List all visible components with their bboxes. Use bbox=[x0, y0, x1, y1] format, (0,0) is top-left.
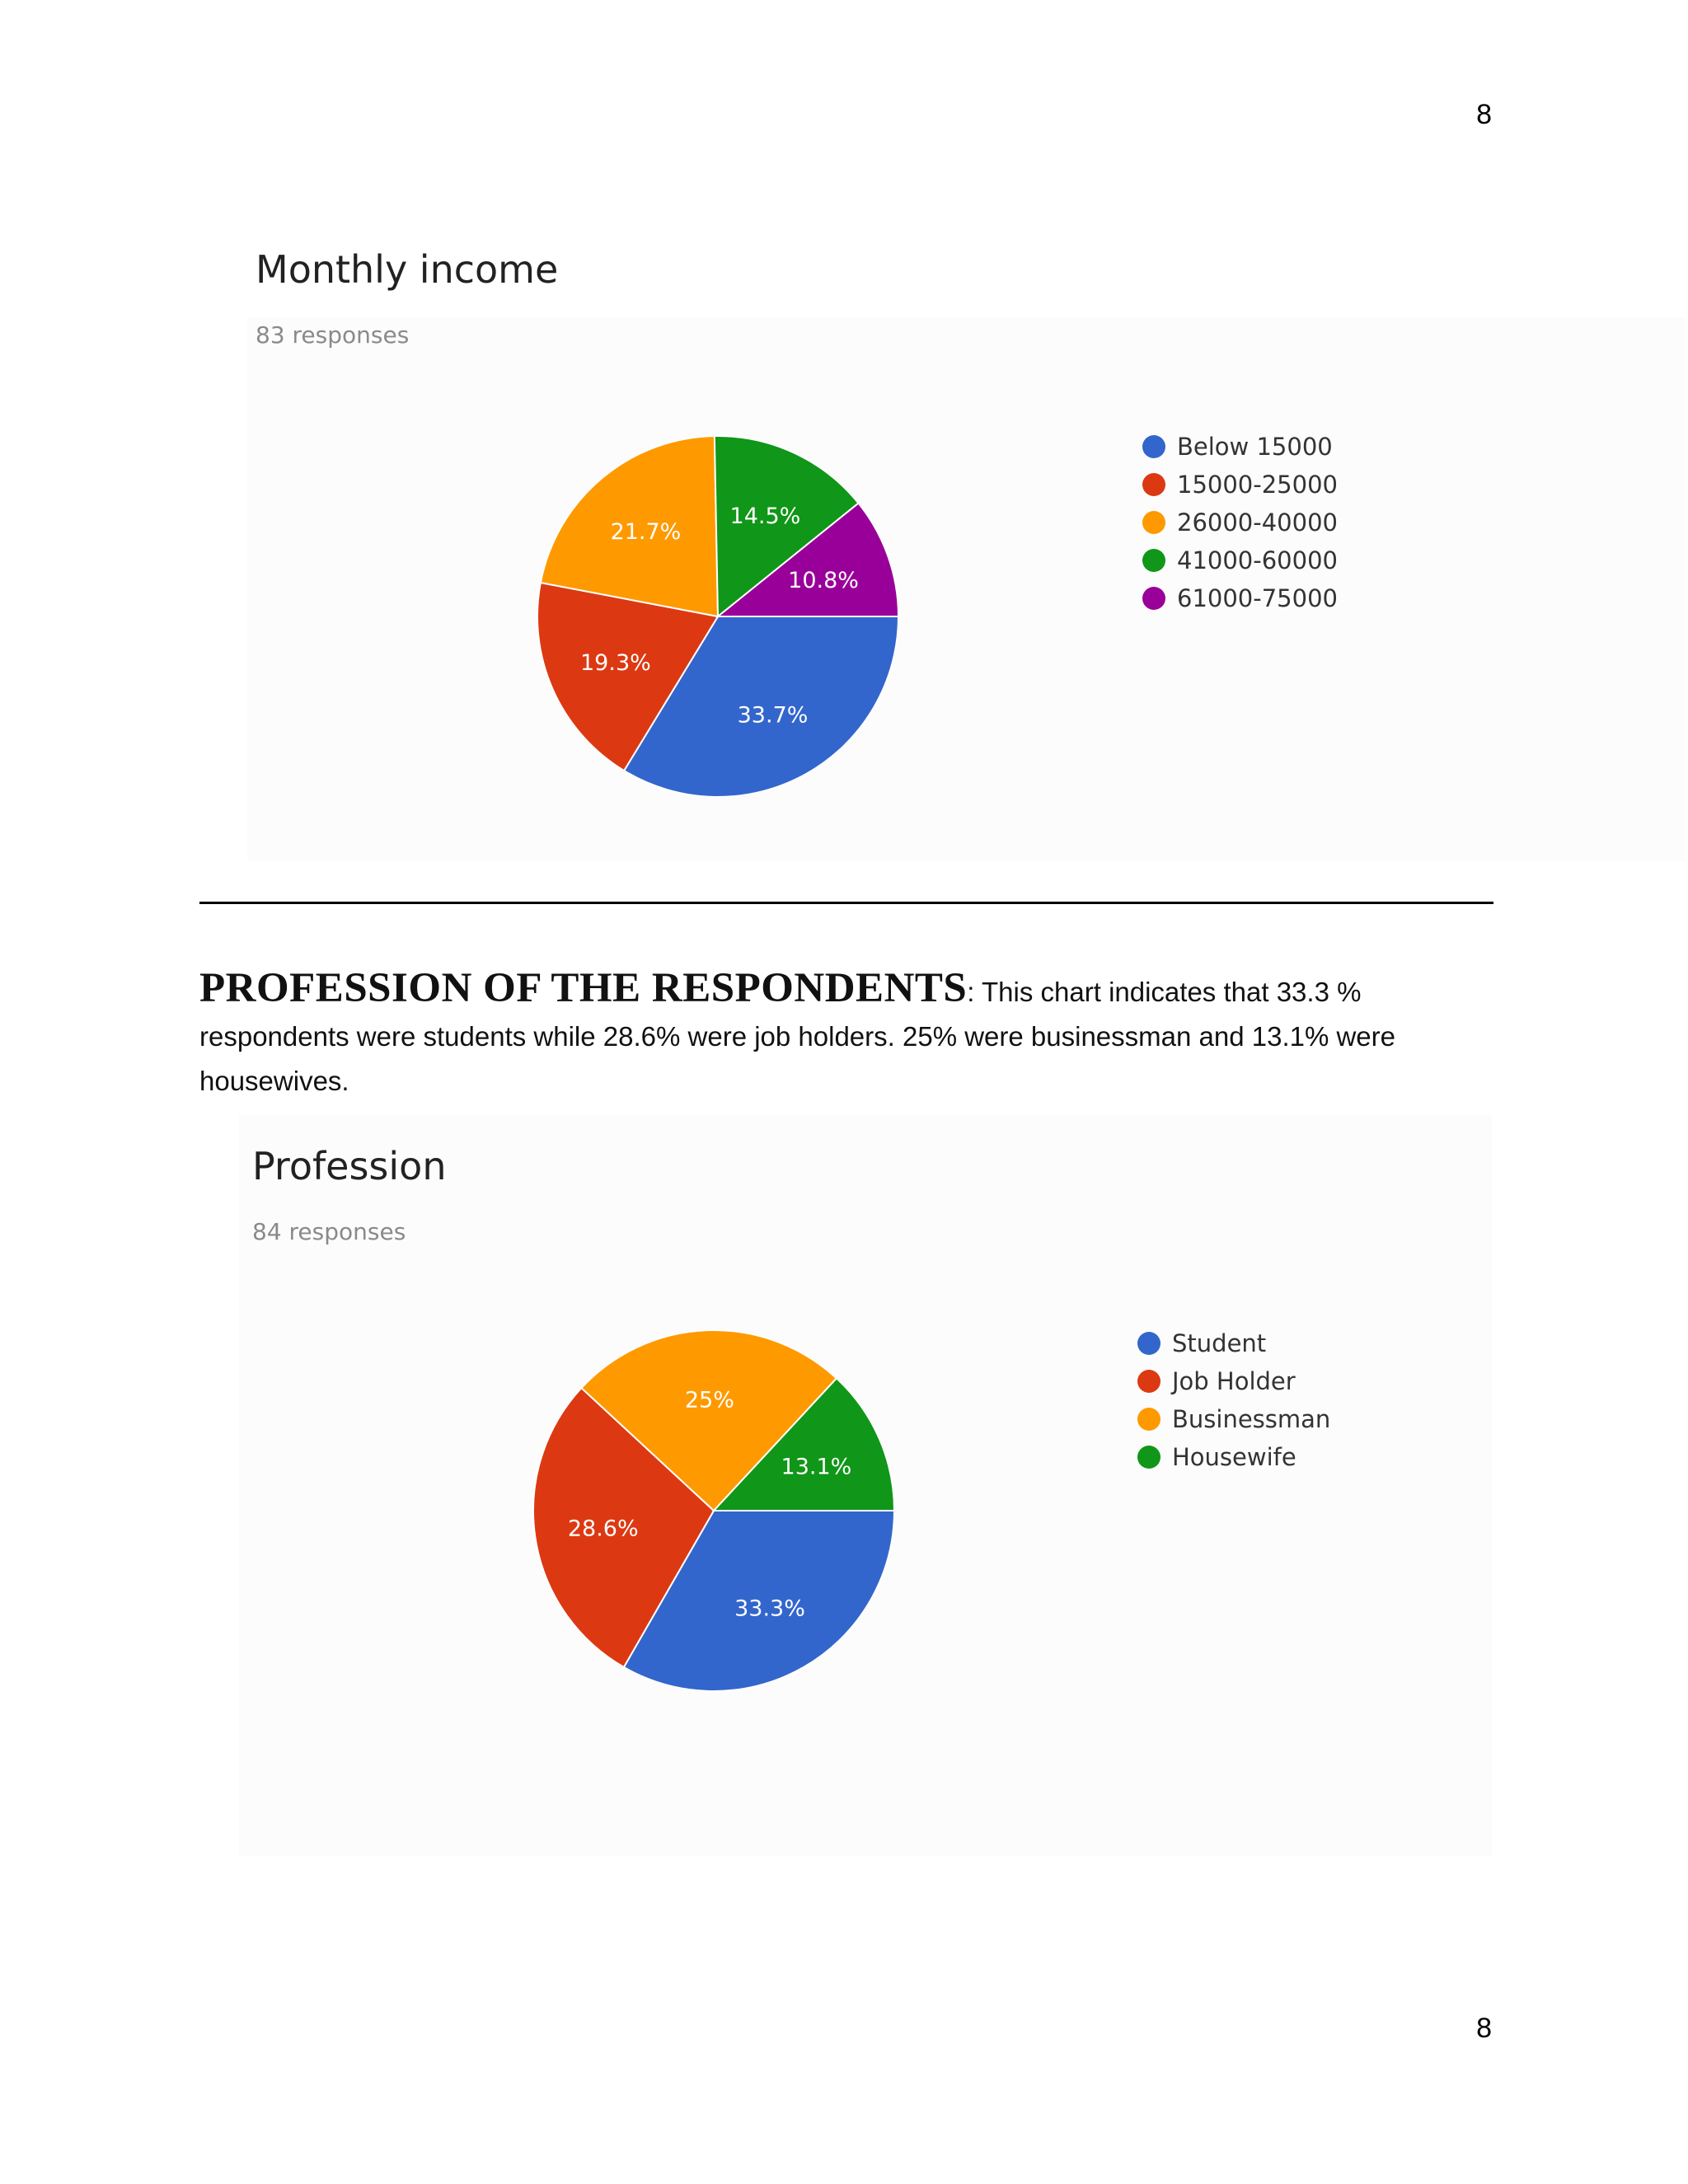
legend-item-student bbox=[1137, 1324, 1330, 1362]
legend-label: 61000-75000 bbox=[1177, 584, 1338, 612]
slice-label-15000-25000: 19.3% bbox=[580, 650, 651, 677]
slice-label-26000-40000: 21.7% bbox=[610, 519, 682, 546]
legend-item-job-holder bbox=[1137, 1362, 1330, 1400]
legend-label: 15000-25000 bbox=[1177, 471, 1338, 499]
profession-chart-title: Profession bbox=[252, 1144, 447, 1188]
legend-item-businessman bbox=[1137, 1400, 1330, 1438]
legend-color-swatch bbox=[1137, 1408, 1160, 1431]
page-number-bottom: 8 bbox=[1476, 2013, 1492, 2044]
monthly-income-response-count: 83 responses bbox=[256, 321, 410, 349]
legend-color-swatch bbox=[1137, 1332, 1160, 1355]
legend-item-housewife bbox=[1137, 1438, 1330, 1476]
monthly-income-chart-title: Monthly income bbox=[256, 247, 559, 292]
legend-label: Below 15000 bbox=[1177, 433, 1333, 461]
legend-color-swatch bbox=[1137, 1446, 1160, 1469]
legend-label: Businessman bbox=[1172, 1405, 1331, 1433]
legend-label: Housewife bbox=[1172, 1443, 1296, 1471]
slice-label-61000-75000: 10.8% bbox=[788, 567, 859, 593]
slice-label-job-holder: 28.6% bbox=[567, 1516, 639, 1542]
slice-label-businessman: 25% bbox=[684, 1387, 734, 1413]
legend-label: 41000-60000 bbox=[1177, 546, 1338, 574]
slice-label-below-15000: 33.7% bbox=[737, 702, 809, 729]
legend-label: Job Holder bbox=[1172, 1367, 1296, 1395]
page-number-top: 8 bbox=[1476, 99, 1492, 130]
slice-label-housewife: 13.1% bbox=[781, 1454, 852, 1480]
profession-section-heading: PROFESSION OF THE RESPONDENTS bbox=[199, 965, 968, 1011]
legend-color-swatch bbox=[1137, 1370, 1160, 1393]
profession-response-count: 84 responses bbox=[252, 1218, 406, 1245]
legend-label: Student bbox=[1172, 1329, 1267, 1357]
profession-legend bbox=[1137, 1324, 1330, 1476]
slice-label-student: 33.3% bbox=[734, 1596, 805, 1622]
legend-label: 26000-40000 bbox=[1177, 509, 1338, 537]
profession-section-text: : This chart indicates that 33.3 % respondents were students while 28.6% were job holders. 25% were businessman and 13.1% were housewives. bbox=[199, 977, 1396, 1096]
slice-label-41000-60000: 14.5% bbox=[729, 503, 801, 529]
